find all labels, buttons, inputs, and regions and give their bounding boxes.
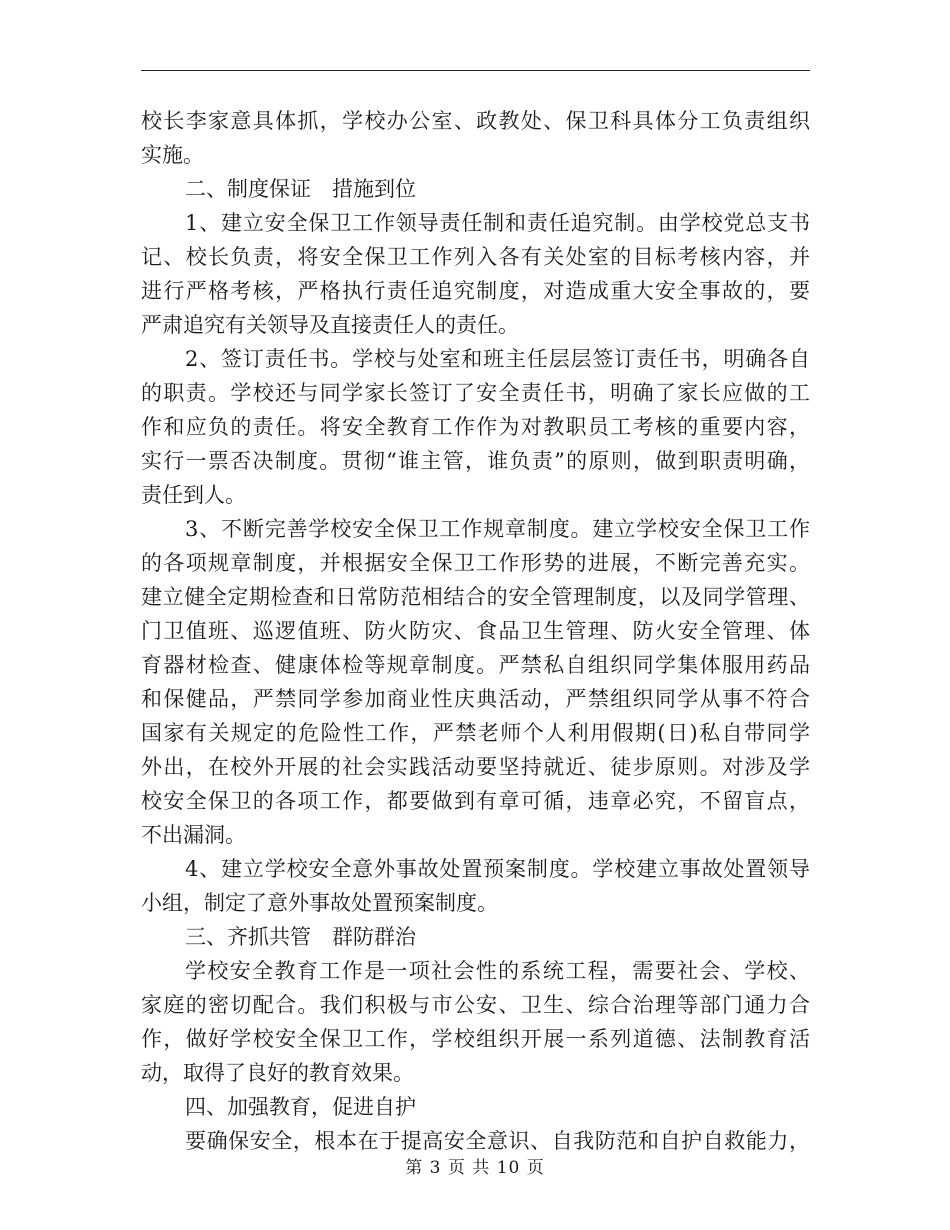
paragraph-line: 门卫值班、巡逻值班、防火防灾、食品卫生管理、防火安全管理、体 — [141, 619, 810, 643]
paragraph-line: 实行一票否决制度。贯彻“谁主管，谁负责”的原则，做到职责明确， — [141, 449, 810, 473]
paragraph-line: 2、签订责任书。学校与处室和班主任层层签订责任书，明确各自 — [185, 347, 810, 371]
paragraph-line: 和保健品，严禁同学参加商业性庆典活动，严禁组织同学从事不符合 — [141, 687, 810, 711]
paragraph-line: 实施。 — [141, 143, 204, 167]
section-heading: 二、制度保证 措施到位 — [185, 177, 416, 201]
paragraph-line: 记、校长负责，将安全保卫工作列入各有关处室的目标考核内容，并 — [141, 245, 810, 269]
paragraph-line: 的职责。学校还与同学家长签订了安全责任书，明确了家长应做的工 — [141, 381, 810, 405]
document-body — [141, 104, 810, 1158]
paragraph-line: 责任到人。 — [141, 483, 246, 507]
paragraph-line: 小组，制定了意外事故处置预案制度。 — [141, 891, 498, 915]
paragraph-line: 家庭的密切配合。我们积极与市公安、卫生、综合治理等部门通力合 — [141, 993, 810, 1017]
paragraph-line: 育器材检查、健康体检等规章制度。严禁私自组织同学集体服用药品 — [141, 653, 810, 677]
paragraph-line: 校安全保卫的各项工作，都要做到有章可循，违章必究，不留盲点， — [141, 789, 810, 813]
section-heading: 四、加强教育，促进自护 — [185, 1095, 416, 1119]
paragraph-line: 进行严格考核，严格执行责任追究制度，对造成重大安全事故的，要 — [141, 279, 810, 303]
paragraph-line: 学校安全教育工作是一项社会性的系统工程，需要社会、学校、 — [185, 959, 810, 983]
paragraph-line: 动，取得了良好的教育效果。 — [141, 1061, 414, 1085]
page-number-footer: 第 3 页 共 10 页 — [405, 1158, 545, 1178]
paragraph-line: 建立健全定期检查和日常防范相结合的安全管理制度，以及同学管理、 — [141, 585, 810, 609]
paragraph-line: 的各项规章制度，并根据安全保卫工作形势的进展，不断完善充实。 — [141, 551, 810, 575]
paragraph-line: 校长李家意具体抓，学校办公室、政教处、保卫科具体分工负责组织 — [141, 109, 810, 133]
paragraph-line: 1、建立安全保卫工作领导责任制和责任追究制。由学校党总支书 — [185, 211, 810, 235]
paragraph-line: 严肃追究有关领导及直接责任人的责任。 — [141, 313, 519, 337]
paragraph-line: 要确保安全，根本在于提高安全意识、自我防范和自护自救能力， — [185, 1129, 810, 1153]
header-rule — [141, 70, 810, 71]
paragraph-line: 作和应负的责任。将安全教育工作作为对教职员工考核的重要内容， — [141, 415, 810, 439]
section-heading: 三、齐抓共管 群防群治 — [185, 925, 416, 949]
paragraph-line: 作，做好学校安全保卫工作，学校组织开展一系列道德、法制教育活 — [141, 1027, 810, 1051]
paragraph-line: 不出漏洞。 — [141, 823, 246, 847]
paragraph-line: 3、不断完善学校安全保卫工作规章制度。建立学校安全保卫工作 — [185, 517, 810, 541]
paragraph-line: 外出，在校外开展的社会实践活动要坚持就近、徒步原则。对涉及学 — [141, 755, 810, 779]
paragraph-line: 国家有关规定的危险性工作，严禁老师个人利用假期(日)私自带同学 — [141, 721, 810, 745]
paragraph-line: 4、建立学校安全意外事故处置预案制度。学校建立事故处置领导 — [185, 857, 810, 881]
